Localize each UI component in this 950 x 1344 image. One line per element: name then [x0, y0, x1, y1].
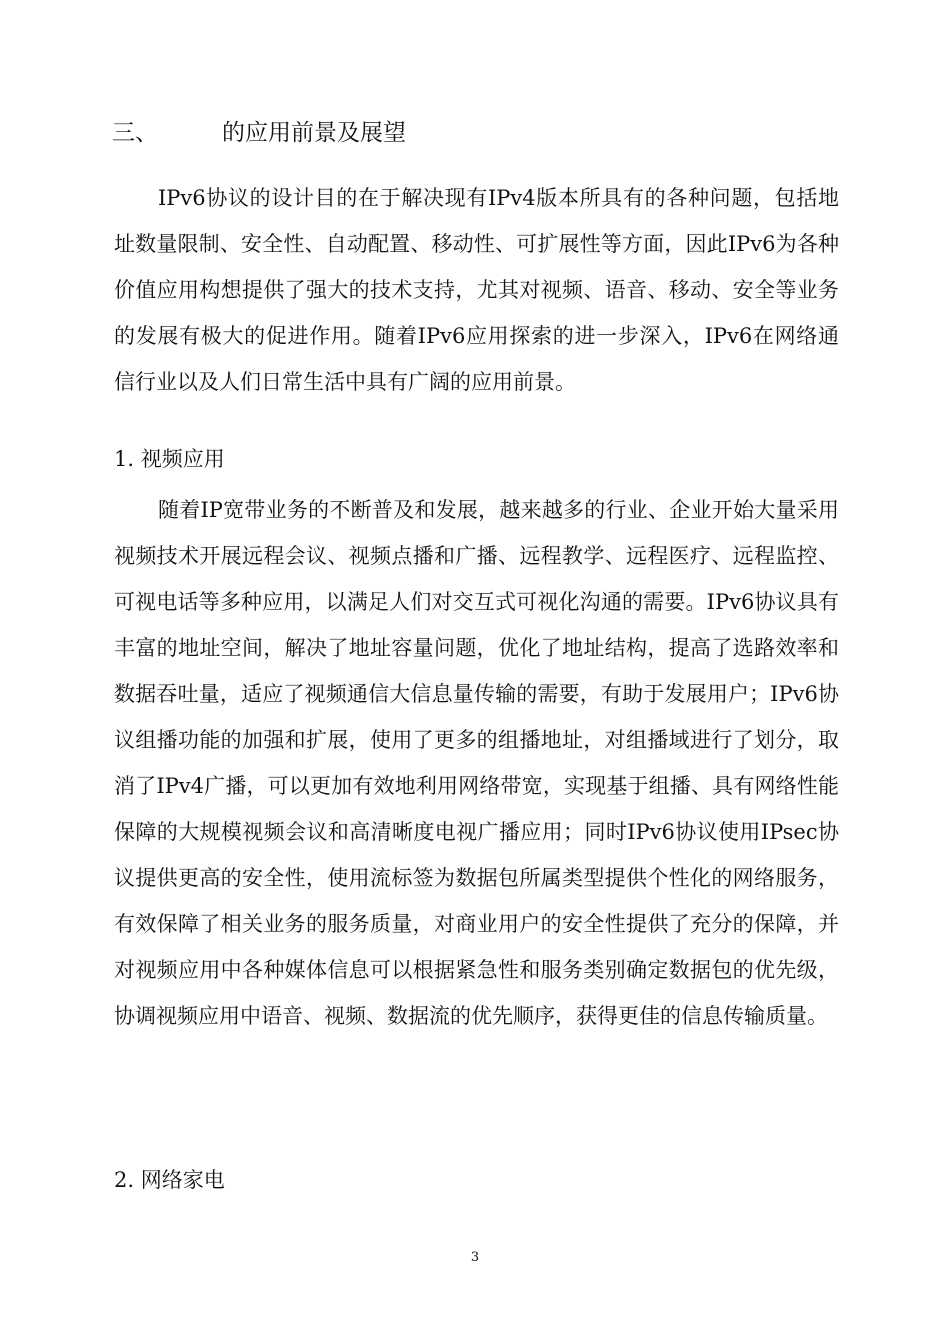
- subsection-heading-network-appliances: 2. 网络家电: [114, 1168, 225, 1192]
- section-number: 三、: [112, 120, 158, 146]
- page-number: 3: [470, 1250, 480, 1265]
- intro-paragraph: IPv6协议的设计目的在于解决现有IPv4版本所具有的各种问题，包括地址数量限制、安全性、自动配置、移动性、可扩展性等方面，因此IPv6为各种价值应用构想提供了强大的技术支持，尤其对视频、语音、移动、安全等业务的发展有极大的促进作用。随着IPv6应用探索的进一步深入，IPv6在网络通信行业以及人们日常生活中具有广阔的应用前景。: [114, 186, 839, 394]
- section-title: 的应用前景及展望: [222, 120, 406, 146]
- video-application-paragraph: 随着IP宽带业务的不断普及和发展，越来越多的行业、企业开始大量采用视频技术开展远程会议、视频点播和广播、远程教学、远程医疗、远程监控、可视电话等多种应用，以满足人们对交互式可视化沟通的需要。IPv6协议具有丰富的地址空间，解决了地址容量问题，优化了地址结构，提高了选路效率和数据吞吐量，适应了视频通信大信息量传输的需要，有助于发展用户；IPv6协议组播功能的加强和扩展，使用了更多的组播地址，对组播域进行了划分，取消了IPv4广播，可以更加有效地利用网络带宽，实现基于组播、具有网络性能保障的大规模视频会议和高清晰度电视广播应用；同时IPv6协议使用IPsec协议提供更高的安全性，使用流标签为数据包所属类型提供个性化的网络服务，有效保障了相关业务的服务质量，对商业用户的安全性提供了充分的保障，并对视频应用中各种媒体信息可以根据紧急性和服务类别确定数据包的优先级，协调视频应用中语音、视频、数据流的优先顺序，获得更佳的信息传输质量。: [114, 498, 839, 1028]
- section-heading: [112, 116, 406, 150]
- subsection-heading-video: 1. 视频应用: [114, 447, 225, 471]
